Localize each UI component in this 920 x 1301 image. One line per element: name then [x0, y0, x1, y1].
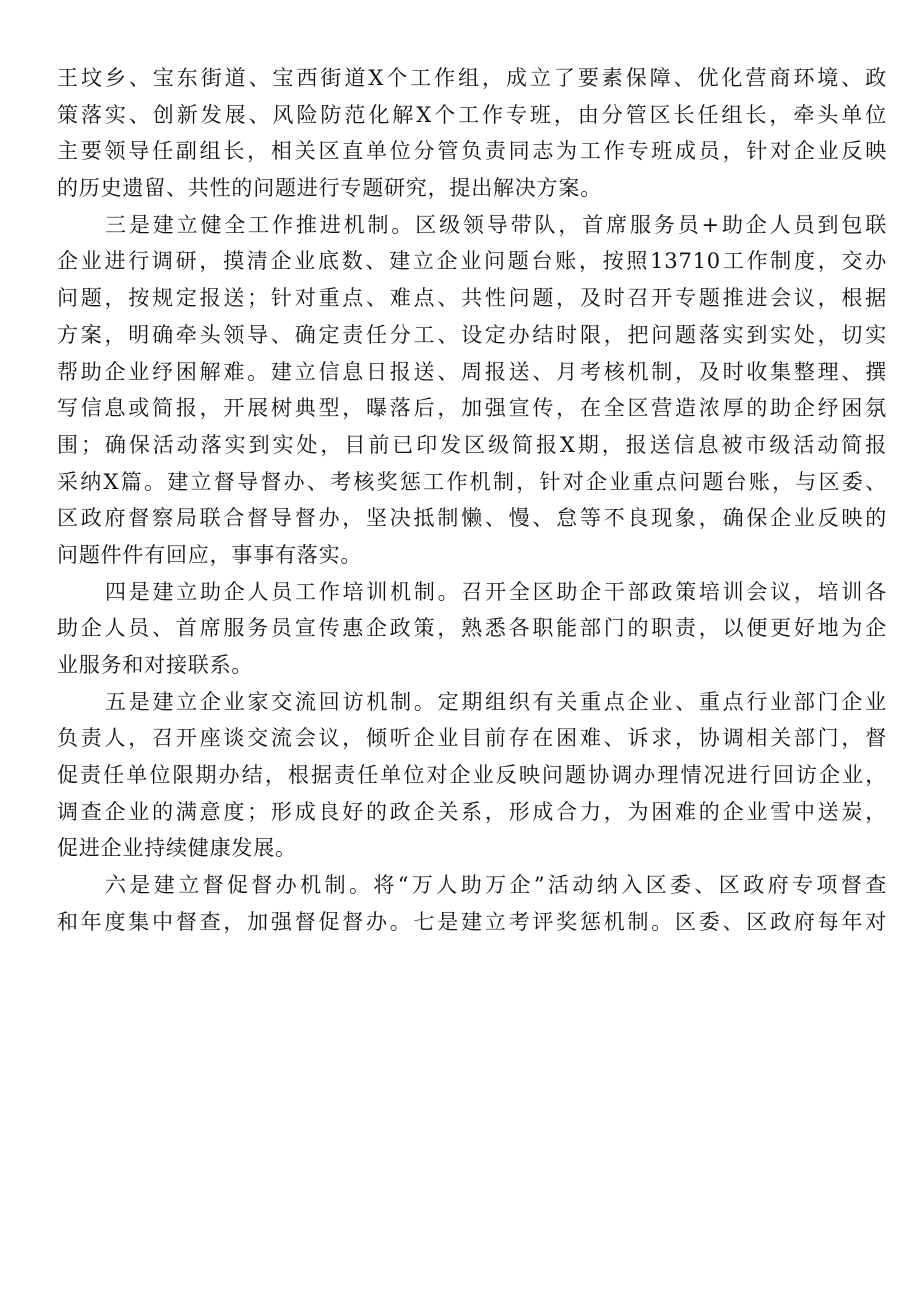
text-line: 企业进行调研，摸清企业底数、建立企业问题台账，按照13710工作制度，交办	[57, 249, 887, 274]
paragraph-work-promotion-mechanism	[57, 207, 887, 574]
text-line: 促进企业持续健康发展。	[57, 836, 297, 861]
text-line: 负责人，召开座谈交流会议，倾听企业目前存在困难、诉求，协调相关部门，督	[57, 726, 887, 751]
text-line: 帮助企业纾困解难。建立信息日报送、周报送、月考核机制，及时收集整理、撰	[57, 359, 887, 384]
text-line: 问题，按规定报送；针对重点、难点、共性问题，及时召开专题推进会议，根据	[57, 286, 887, 311]
text-line: 策落实、创新发展、风险防范化解X个工作专班，由分管区长任组长，牵头单位	[57, 102, 887, 127]
text-line: 的历史遗留、共性的问题进行专题研究，提出解决方案。	[57, 176, 602, 201]
paragraph-work-groups	[57, 60, 887, 207]
paragraph-supervision-mechanism	[57, 867, 887, 940]
text-line: 和年度集中督查，加强督促督办。七是建立考评奖惩机制。区委、区政府每年对	[57, 909, 887, 934]
text-line: 六是建立督促督办机制。将“万人助万企”活动纳入区委、区政府专项督查	[105, 873, 887, 898]
paragraph-entrepreneur-exchange-mechanism	[57, 684, 887, 867]
text-line: 方案，明确牵头领导、确定责任分工、设定办结时限，把问题落实到实处，切实	[57, 322, 887, 347]
text-line: 业服务和对接联系。	[57, 653, 254, 677]
text-line: 三是建立健全工作推进机制。区级领导带队，首席服务员+助企人员到包联	[105, 212, 887, 237]
text-line: 问题件件有回应，事事有落实。	[57, 542, 363, 567]
document-body	[57, 60, 887, 941]
text-line: 主要领导任副组长，相关区直单位分管负责同志为工作专班成员，针对企业反映	[57, 139, 887, 164]
text-line: 助企人员、首席服务员宣传惠企政策，熟悉各职能部门的职责，以便更好地为企	[57, 616, 887, 641]
paragraph-training-mechanism	[57, 574, 887, 684]
text-line: 四是建立助企人员工作培训机制。召开全区助企干部政策培训会议，培训各	[105, 579, 887, 604]
text-line: 王坟乡、宝东街道、宝西街道X个工作组，成立了要素保障、优化营商环境、政	[57, 66, 887, 90]
text-line: 调查企业的满意度；形成良好的政企关系，形成合力，为困难的企业雪中送炭，	[57, 799, 887, 824]
text-line: 采纳X篇。建立督导督办、考核奖惩工作机制，针对企业重点问题台账，与区委、	[57, 469, 887, 494]
text-line: 围；确保活动落实到实处，目前已印发区级简报X期，报送信息被市级活动简报	[57, 432, 887, 457]
text-line: 写信息或简报，开展树典型，曝落后，加强宣传，在全区营造浓厚的助企纾困氛	[57, 396, 887, 421]
text-line: 五是建立企业家交流回访机制。定期组织有关重点企业、重点行业部门企业	[105, 689, 887, 714]
text-line: 促责任单位限期办结，根据责任单位对企业反映问题协调办理情况进行回访企业，	[57, 763, 887, 788]
text-line: 区政府督察局联合督导督办，坚决抵制懒、慢、怠等不良现象，确保企业反映的	[57, 506, 887, 531]
